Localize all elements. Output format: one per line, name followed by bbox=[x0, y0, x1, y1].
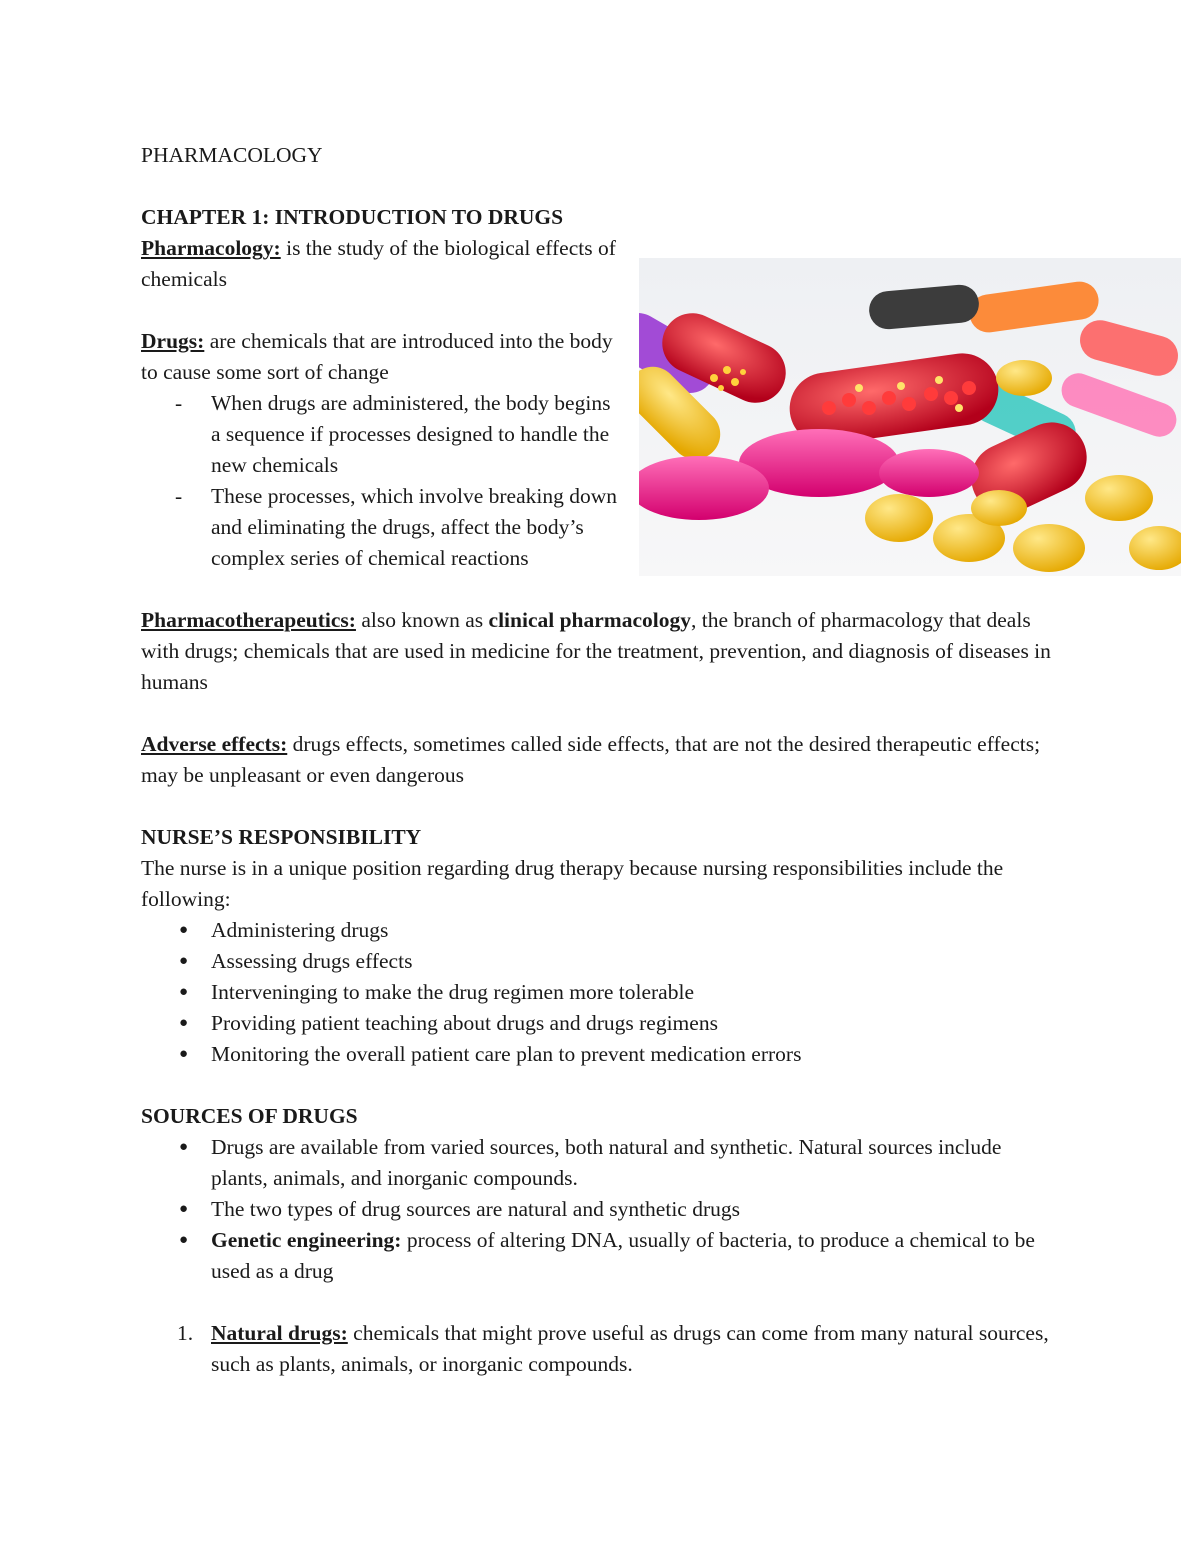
pills-and-capsules-photo bbox=[639, 258, 1181, 576]
definition-pharmacotherapeutics bbox=[141, 605, 1061, 698]
term-pharmacotherapeutics: Pharmacotherapeutics: bbox=[141, 608, 356, 632]
dash-marker: - bbox=[175, 391, 183, 415]
pink-tablet bbox=[879, 449, 979, 497]
definition-drugs bbox=[141, 326, 621, 388]
list-item bbox=[141, 481, 621, 574]
definition-text: also known as bbox=[355, 608, 489, 632]
bullet-icon: ● bbox=[179, 1046, 189, 1062]
list-item-text: chemicals that might prove useful as drugs can come from many natural sources, such as plants, animals, or inorganic compounds. bbox=[211, 1321, 1049, 1376]
list-item-text: Drugs are available from varied sources, both natural and synthetic. Natural sources include plants, animals, and inorganic compounds. bbox=[211, 1135, 1002, 1190]
term-pharmacology: Pharmacology: bbox=[141, 236, 281, 260]
list-item-text: The two types of drug sources are natural and synthetic drugs bbox=[211, 1197, 740, 1221]
list-item bbox=[141, 946, 1061, 977]
nurse-intro: The nurse is in a unique position regarding drug therapy because nursing responsibilities include the following: bbox=[141, 856, 1004, 911]
chapter-heading: CHAPTER 1: INTRODUCTION TO DRUGS bbox=[141, 205, 564, 229]
numbered-list bbox=[141, 1318, 1061, 1380]
list-item-text: Assessing drugs effects bbox=[211, 949, 413, 973]
clinical-pharmacology-bold: clinical pharmacology bbox=[488, 608, 691, 632]
bullet-icon: ● bbox=[179, 1201, 189, 1217]
list-item-text: Monitoring the overall patient care plan to prevent medication errors bbox=[211, 1042, 802, 1066]
term-adverse-effects: Adverse effects: bbox=[141, 732, 288, 756]
list-item-text: When drugs are administered, the body begins a sequence if processes designed to handle the new chemicals bbox=[211, 391, 611, 477]
nurse-responsibility-list bbox=[141, 915, 1061, 1070]
list-item-text: process of altering DNA, usually of bacteria, to produce a chemical to be used as a drug bbox=[211, 1228, 1035, 1283]
term-drugs: Drugs: bbox=[141, 329, 205, 353]
definition-text: drugs effects, sometimes called side effects, that are not the desired therapeutic effects; may be unpleasant or even dangerous bbox=[141, 732, 1041, 787]
yellow-pill bbox=[1013, 524, 1085, 572]
list-item bbox=[141, 1132, 1061, 1194]
pills-illustration bbox=[639, 258, 1181, 576]
list-item bbox=[141, 1318, 1061, 1380]
yellow-pill bbox=[1085, 475, 1153, 521]
list-item-text: These processes, which involve breaking down and eliminating the drugs, affect the body’s complex series of chemical reactions bbox=[211, 484, 618, 570]
bullet-icon: ● bbox=[179, 1139, 189, 1155]
term-natural-drugs: Natural drugs: bbox=[211, 1321, 348, 1345]
term-genetic-engineering: Genetic engineering: bbox=[211, 1228, 402, 1252]
number-marker: 1. bbox=[177, 1321, 194, 1345]
dash-marker: - bbox=[175, 484, 183, 508]
definition-text: is the study of the biological effects of chemicals bbox=[141, 236, 616, 291]
list-item-text: Interveninging to make the drug regimen more tolerable bbox=[211, 980, 694, 1004]
list-item bbox=[141, 1194, 1061, 1225]
definition-adverse-effects bbox=[141, 729, 1061, 791]
yellow-pill bbox=[971, 490, 1027, 526]
list-item bbox=[141, 388, 621, 481]
list-item-text: Administering drugs bbox=[211, 918, 389, 942]
list-item bbox=[141, 1008, 1061, 1039]
yellow-pill bbox=[865, 494, 933, 542]
bullet-icon: ● bbox=[179, 953, 189, 969]
definition-text: , the branch of pharmacology that deals with drugs; chemicals that are used in medicine for the treatment, prevention, and diagnosis of diseases in humans bbox=[141, 608, 1051, 694]
sources-heading: SOURCES OF DRUGS bbox=[141, 1104, 358, 1128]
list-item bbox=[141, 915, 1061, 946]
bullet-icon: ● bbox=[179, 1232, 189, 1248]
bullet-icon: ● bbox=[179, 922, 189, 938]
document-title: PHARMACOLOGY bbox=[141, 143, 323, 167]
list-item bbox=[141, 1039, 1061, 1070]
bullet-icon: ● bbox=[179, 1015, 189, 1031]
sources-list bbox=[141, 1132, 1061, 1287]
definition-pharmacology bbox=[141, 233, 621, 295]
list-item bbox=[141, 977, 1061, 1008]
yellow-pill bbox=[996, 360, 1052, 396]
nurse-heading: NURSE’S RESPONSIBILITY bbox=[141, 825, 422, 849]
bullet-icon: ● bbox=[179, 984, 189, 1000]
list-item bbox=[141, 1225, 1061, 1287]
definition-text: are chemicals that are introduced into the body to cause some sort of change bbox=[141, 329, 613, 384]
list-item-text: Providing patient teaching about drugs and drugs regimens bbox=[211, 1011, 718, 1035]
